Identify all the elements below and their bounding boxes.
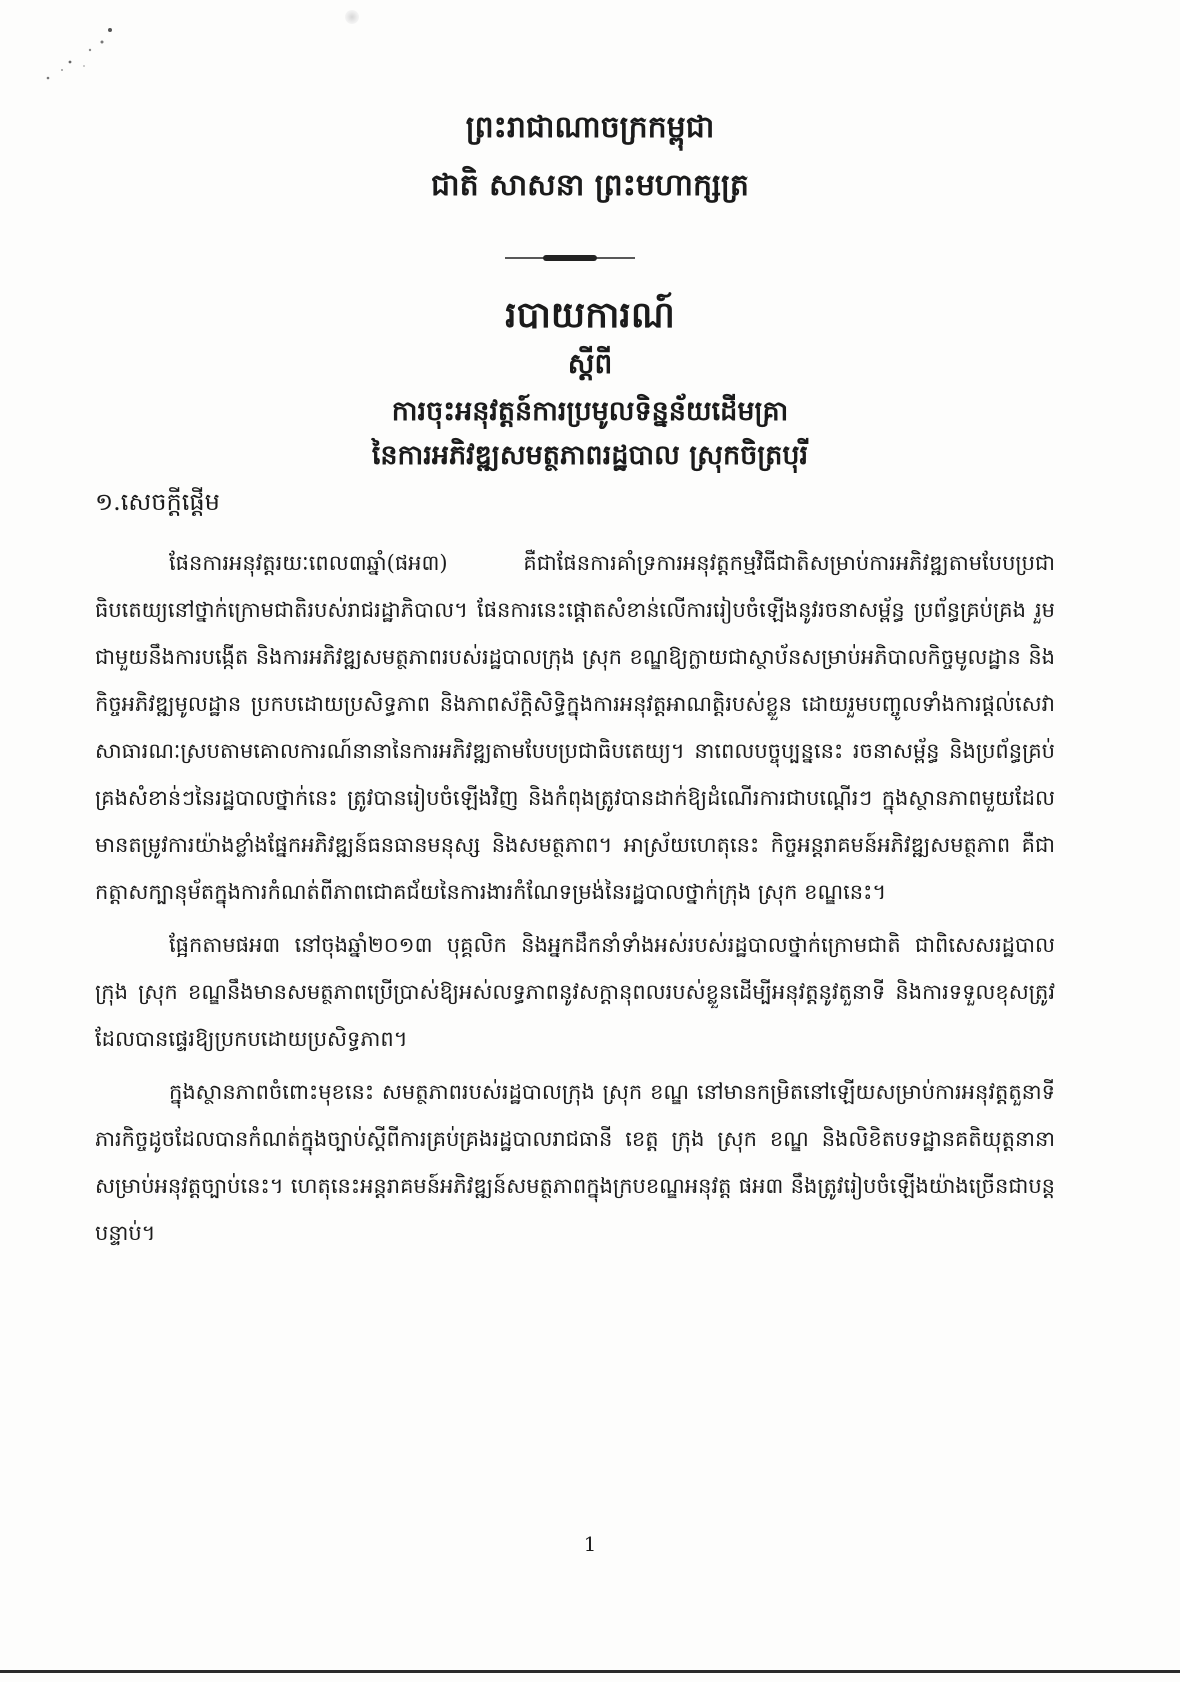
paragraph: ផែនការអនុវត្តរយៈពេល៣ឆ្នាំ(ផអ៣) គឺជាផែនការគាំទ្រការអនុវត្តកម្មវិធីជាតិសម្រាប់ការអភិវឌ្ឍតាមបែបប្រជាធិបតេយ្យនៅថ្នាក់ក្រោមជាតិរបស់រាជរដ្ឋាភិបាល។ ផែនការនេះផ្ដោតសំខាន់លើការរៀបចំឡើងនូវរចនាសម្ព័ន្ធ ប្រព័ន្ធគ្រប់គ្រង រួមជាមួយនឹងការបង្កើត និងការអភិវឌ្ឍសមត្ថភាពរបស់រដ្ឋបាលក្រុង ស្រុក ខណ្ឌឱ្យក្លាយជាស្ថាប័នសម្រាប់អភិបាលកិច្ចមូលដ្ឋាន និងកិច្ចអភិវឌ្ឍមូលដ្ឋាន ប្រកបដោយប្រសិទ្ធភាព និងភាពស័ក្ដិសិទ្ធិក្នុងការអនុវត្តអាណត្តិរបស់ខ្លួន ដោយរួមបញ្ចូលទាំងការផ្ដល់សេវាសាធារណៈស្របតាមគោលការណ៍នានានៃការអភិវឌ្ឍតាមបែបប្រជាធិបតេយ្យ។ នាពេលបច្ចុប្បន្ននេះ រចនាសម្ព័ន្ធ និងប្រព័ន្ធគ្រប់គ្រងសំខាន់ៗនៃរដ្ឋបាលថ្នាក់នេះ ត្រូវបានរៀបចំឡើងវិញ និងកំពុងត្រូវបានដាក់ឱ្យដំណើរការជាបណ្ដើរៗ ក្នុងស្ថានភាពមួយដែលមានតម្រូវការយ៉ាងខ្លាំងផ្នែកអភិវឌ្ឍន៍ធនធានមនុស្ស និងសមត្ថភាព។ អាស្រ័យហេតុនេះ កិច្ចអន្តរាគមន៍អភិវឌ្ឍសមត្ថភាព គឺជាកត្តាសក្បានុម័តក្នុងការកំណត់ពីភាពជោគជ័យនៃការងារកំណែទម្រង់នៃរដ្ឋបាលថ្នាក់ក្រុង ស្រុក ខណ្ឌនេះ។ [95, 551, 1055, 904]
national-motto: ជាតិ សាសនា ព្រះមហាក្សត្រ [431, 168, 749, 203]
paragraph: ផ្អែកតាមផអ៣ នៅចុងឆ្នាំ២០១៣ បុគ្គលិក និងអ្នកដឹកនាំទាំងអស់របស់រដ្ឋបាលថ្នាក់ក្រោមជាតិ ជាពិសេសរដ្ឋបាលក្រុង ស្រុក ខណ្ឌនឹងមានសមត្ថភាពប្រើប្រាស់ឱ្យអស់លទ្ធភាពនូវសក្ដានុពលរបស់ខ្លួនដើម្បីអនុវត្តនូវតួនាទី និងការទទួលខុសត្រូវដែលបានផ្ទេរឱ្យប្រកបដោយប្រសិទ្ធភាព។ [95, 933, 1055, 1051]
introduction-body [95, 540, 1055, 1263]
scan-smudge [345, 10, 359, 24]
report-subject-line-2: នៃការអភិវឌ្ឍសមត្ថភាពរដ្ឋបាល ស្រុកចិត្របុរី [371, 440, 809, 471]
section-heading-introduction: ១.សេចក្ដីផ្ដើម [95, 488, 220, 516]
scan-bottom-edge [0, 1670, 1180, 1673]
report-title-block [0, 292, 1180, 476]
divider-ornament-icon [505, 252, 635, 264]
scan-speckle-marks [40, 20, 130, 90]
kingdom-name: ព្រះរាជាណាចក្រកម្ពុជា [465, 110, 715, 145]
paragraph: ក្នុងស្ថានភាពចំពោះមុខនេះ សមត្ថភាពរបស់រដ្ឋបាលក្រុង ស្រុក ខណ្ឌ នៅមានកម្រិតនៅឡើយសម្រាប់ការអនុវត្តតួនាទី ភារកិច្ចដូចដែលបានកំណត់ក្នុងច្បាប់ស្ដីពីការគ្រប់គ្រងរដ្ឋបាលរាជធានី ខេត្ត ក្រុង ស្រុក ខណ្ឌ និងលិខិតបទដ្ឋានគតិយុត្តនានាសម្រាប់អនុវត្តច្បាប់នេះ។ ហេតុនេះអន្តរាគមន៍អភិវឌ្ឍន៍សមត្ថភាពក្នុងក្របខណ្ឌអនុវត្ត ផអ៣ នឹងត្រូវរៀបចំឡើងយ៉ាងច្រើនជាបន្តបន្ទាប់។ [95, 1080, 1055, 1245]
report-subject-line-1: ការចុះអនុវត្តន៍ការប្រមូលទិន្នន័យដើមគ្រា [391, 396, 789, 427]
page-number: 1 [583, 1532, 597, 1556]
report-title: របាយការណ៍ [505, 294, 675, 336]
national-header [0, 108, 1180, 206]
about-label: ស្ដីពី [567, 347, 613, 380]
